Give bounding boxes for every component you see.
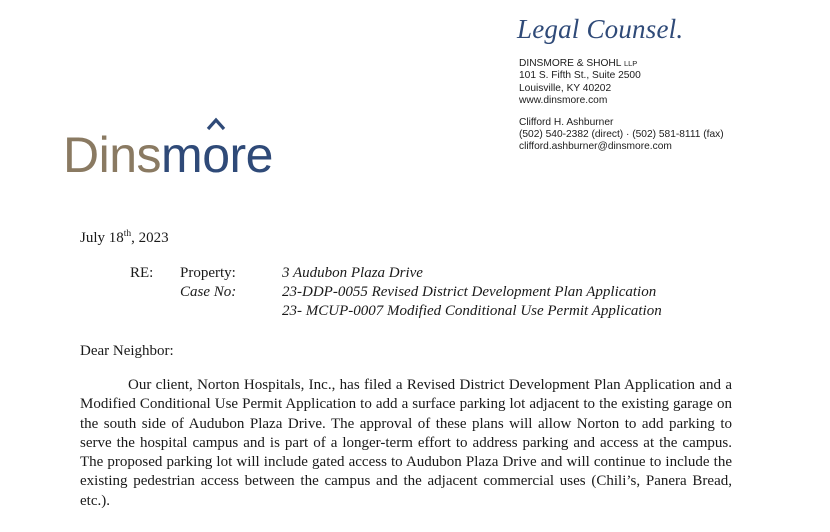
logo-text-dins: Dins [63,127,162,183]
attorney-email: clifford.ashburner@dinsmore.com [519,141,672,153]
address-line-2: Louisville, KY 40202 [519,82,612,94]
firm-suffix: LLP [623,59,638,68]
property-value: 3 Audubon Plaza Drive [282,265,423,281]
letter-date: July 18th, 2023 [80,229,169,246]
salutation: Dear Neighbor: [80,343,174,359]
firm-website: www.dinsmore.com [519,95,608,107]
re-label: RE: [130,265,154,281]
firm-contact-block [519,58,724,154]
case-value-2: 23- MCUP-0007 Modified Conditional Use Permit Application [282,303,662,319]
dinsmore-logo [63,125,273,185]
attorney-name: Clifford H. Ashburner [519,116,614,128]
address-line-1: 101 S. Fifth St., Suite 2500 [519,70,641,82]
property-label: Property: [180,265,236,281]
attorney-phones: (502) 540-2382 (direct) · (502) 581-8111 (fax) [519,129,724,141]
caret-icon [206,117,226,131]
firm-name: DINSMORE & SHOHL LLP [519,58,638,69]
body-paragraph: Our client, Norton Hospitals, Inc., has filed a Revised District Development Plan Application and a Modified Conditional Use Permit Application to add a surface parking lot adjacent to the existing garage on the south side of Audubon Plaza Drive. The approval of these plans will allow Norton to add parking to serve the hospital campus and is part of a longer-term effort to address parking and access at the campus. The proposed parking lot will include gated access to Audubon Plaza Drive and will continue to include the existing pedestrian access between the campus and the adjacent commercial uses (Chili’s, Panera Bread, etc.). [80,377,732,509]
case-label: Case No: [180,284,237,300]
tagline: Legal Counsel. [517,14,684,44]
logo-text-o: o [202,127,230,183]
date-ordinal: th [123,229,132,239]
logo-text-m: m [161,127,203,183]
case-value-1: 23-DDP-0055 Revised District Development Plan Application [282,284,657,300]
logo-o-with-caret [202,125,229,185]
logo-text-re: re [229,127,273,183]
